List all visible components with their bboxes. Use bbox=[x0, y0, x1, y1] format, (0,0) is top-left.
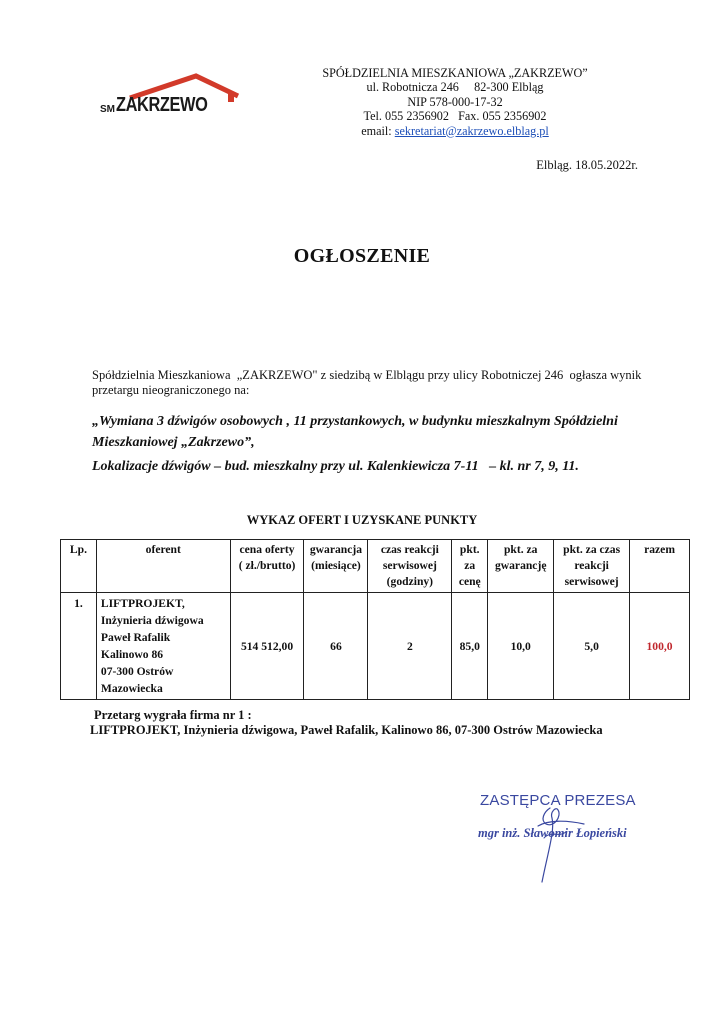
header-lp: Lp. bbox=[61, 540, 97, 593]
handwritten-signature bbox=[500, 790, 610, 890]
offers-table bbox=[60, 539, 690, 700]
tender-location: Lokalizacje dźwigów – bud. mieszkalny przy ul. Kalenkiewicza 7-11 – kl. nr 7, 9, 11. bbox=[92, 459, 579, 474]
header-pkt-cena: pkt. za cenę bbox=[452, 540, 488, 593]
cell-razem: 100,0 bbox=[630, 593, 690, 700]
org-nip: NIP 578-000-17-32 bbox=[407, 94, 503, 109]
company-logo bbox=[100, 72, 240, 124]
header-oferent: oferent bbox=[96, 540, 230, 593]
cell-oferent: LIFTPROJEKT, Inżynieria dźwigowa Paweł Rafalik Kalinowo 86 07-300 Ostrów Mazowiecka bbox=[96, 593, 230, 700]
cell-pkt-cena: 85,0 bbox=[452, 593, 488, 700]
header-razem: razem bbox=[630, 540, 690, 593]
intro-paragraph: Spółdzielnia Mieszkaniowa „ZAKRZEWO" z siedzibą w Elblągu przy ulicy Robotniczej 246 ogłasza wynik przetargu nieograniczonego na: bbox=[92, 368, 645, 397]
logo-prefix: SM bbox=[100, 104, 115, 115]
stamp-name: mgr inż. Sławomir Łopieński bbox=[478, 826, 627, 840]
winner-details: LIFTPROJEKT, Inżynieria dźwigowa, Paweł Rafalik, Kalinowo 86, 07-300 Ostrów Mazowiecka bbox=[90, 723, 603, 737]
email-label: email: bbox=[361, 123, 392, 138]
cell-gwarancja: 66 bbox=[304, 593, 368, 700]
document-date: Elbląg. 18.05.2022r. bbox=[536, 158, 638, 172]
document-title: OGŁOSZENIE bbox=[293, 245, 431, 267]
org-name: SPÓŁDZIELNIA MIESZKANIOWA „ZAKRZEWO” bbox=[322, 66, 588, 80]
header-czas-reakcji: czas reakcji serwisowej (godziny) bbox=[368, 540, 452, 593]
header-pkt-czas: pkt. za czas reakcji serwisowej bbox=[554, 540, 630, 593]
org-address: ul. Robotnicza 246 82-300 Elbląg bbox=[366, 80, 544, 95]
table-row bbox=[61, 593, 690, 700]
cell-pkt-gwarancja: 10,0 bbox=[488, 593, 554, 700]
cell-lp: 1. bbox=[61, 593, 97, 700]
header-pkt-gwarancja: pkt. za gwarancję bbox=[488, 540, 554, 593]
winner-heading: Przetarg wygrała firma nr 1 : bbox=[94, 708, 252, 722]
stamp-title: ZASTĘPCA PREZESA bbox=[480, 792, 636, 809]
org-phone-fax: Tel. 055 2356902 Fax. 055 2356902 bbox=[363, 109, 547, 124]
cell-czas: 2 bbox=[368, 593, 452, 700]
cell-cena: 514 512,00 bbox=[230, 593, 304, 700]
letterhead bbox=[292, 66, 618, 138]
header-gwarancja: gwarancja (miesiące) bbox=[304, 540, 368, 593]
email-link[interactable]: sekretariat@zakrzewo.elblag.pl bbox=[394, 123, 549, 138]
tender-subject: „Wymiana 3 dźwigów osobowych , 11 przystankowych, w budynku mieszkalnym Spółdzielni Mieszkaniowej „Zakrzewo”, bbox=[92, 414, 618, 450]
cell-pkt-czas: 5,0 bbox=[554, 593, 630, 700]
table-title: WYKAZ OFERT I UZYSKANE PUNKTY bbox=[246, 513, 478, 527]
org-email-line bbox=[292, 124, 618, 138]
header-cena: cena oferty ( zł./brutto) bbox=[230, 540, 304, 593]
table-header-row bbox=[61, 540, 690, 593]
logo-name: ZAKRZEWO bbox=[116, 94, 208, 116]
